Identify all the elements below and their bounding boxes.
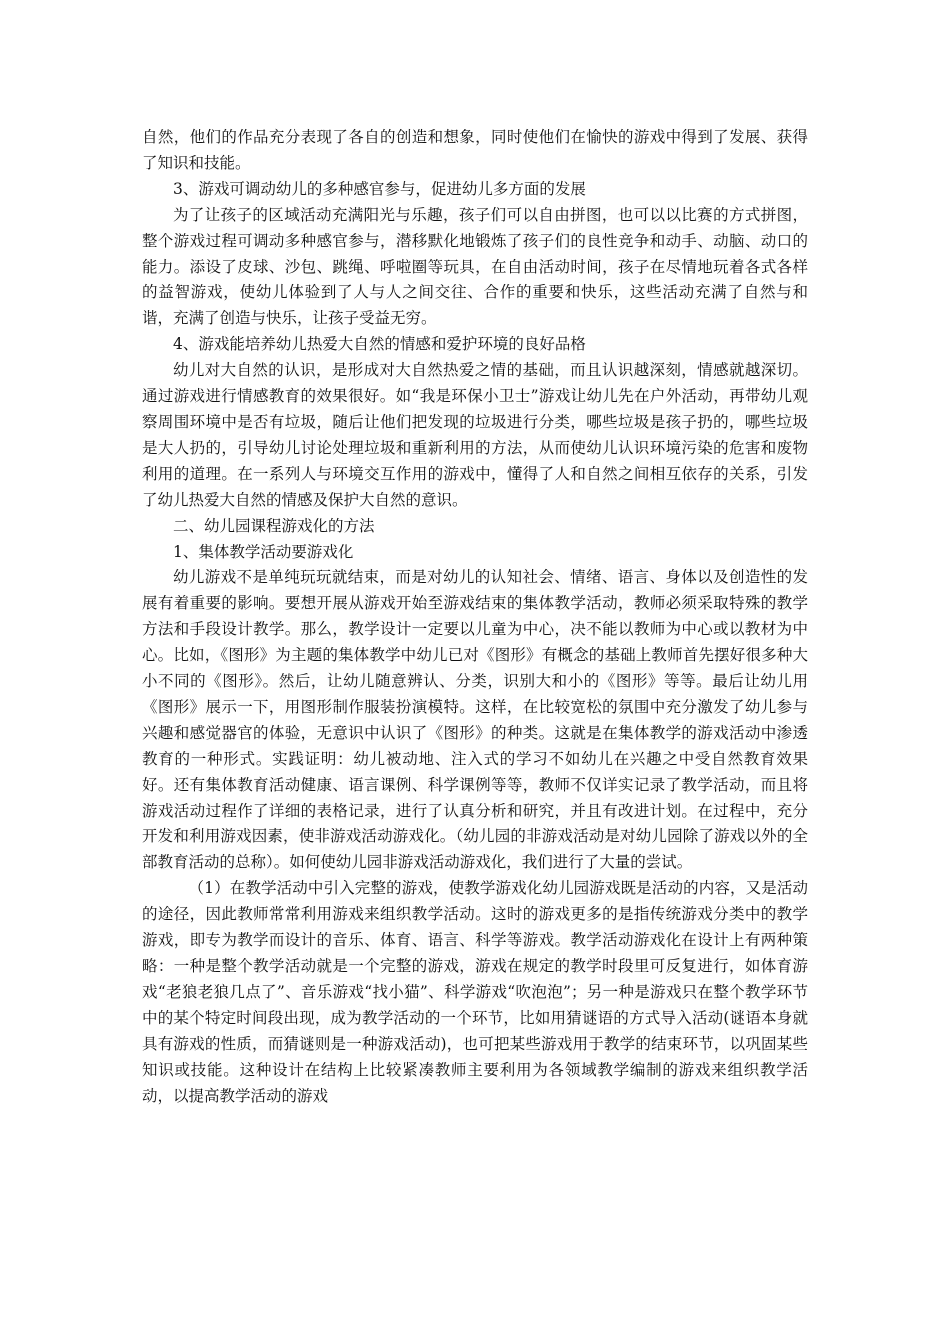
section-heading-3: 3、游戏可调动幼儿的多种感官参与，促进幼儿多方面的发展 — [173, 179, 586, 198]
document-page — [142, 125, 808, 1109]
paragraph-body: 幼儿对大自然的认识，是形成对大自然热爱之情的基础，而且认识越深刻，情感就越深切。通过游戏进行情感教育的效果很好。如“我是环保小卫士”游戏让幼儿先在户外活动，再带幼儿观察周围环境中是否有垃圾，随后让他们把发现的垃圾进行分类，哪些垃圾是孩子扔的，哪些垃圾是大人扔的，引导幼儿讨论处理垃圾和重新利用的方法，从而使幼儿认识环境污染的危害和废物利用的道理。在一系列人与环境交互作用的游戏中，懂得了人和自然之间相互依存的关系，引发了幼儿热爱大自然的情感及保护大自然的意识。 — [142, 361, 808, 509]
paragraph-body: 幼儿游戏不是单纯玩玩就结束，而是对幼儿的认知社会、情绪、语言、身体以及创造性的发展有着重要的影响。要想开展从游戏开始至游戏结束的集体教学活动，教师必须采取特殊的教学方法和手段设计教学。那么，教学设计一定要以儿童为中心，决不能以教师为中心或以教材为中心。比如，《图形》为主题的集体教学中幼儿已对《图形》有概念的基础上教师首先摆好很多种大小不同的《图形》。然后，让幼儿随意辨认、分类，识别大和小的《图形》等等。最后让幼儿用《图形》展示一下，用图形制作服装扮演模特。这样，在比较宽松的氛围中充分激发了幼儿参与兴趣和感觉器官的体验，无意识中认识了《图形》的种类。这就是在集体教学的游戏活动中渗透教育的一种形式。实践证明：幼儿被动地、注入式的学习不如幼儿在兴趣之中受自然教育效果好。还有集体教育活动健康、语言课例、科学课例等等，教师不仅详实记录了教学活动，而且将游戏活动过程作了详细的表格记录，进行了认真分析和研究，并且有改进计划。在过程中，充分开发和利用游戏因素，使非游戏活动游戏化。（幼儿园的非游戏活动是对幼儿园除了游戏以外的全部教育活动的总称）。如何使幼儿园非游戏活动游戏化，我们进行了大量的尝试。 — [142, 568, 808, 872]
chapter-heading-2: 二、幼儿园课程游戏化的方法 — [173, 516, 375, 535]
paragraph-continuation: 自然，他们的作品充分表现了各自的创造和想象，同时使他们在愉快的游戏中得到了发展、获得了知识和技能。 — [142, 128, 808, 172]
section-heading-1: 1、集体教学活动要游戏化 — [173, 542, 354, 561]
paragraph-body: （1）在教学活动中引入完整的游戏，使教学游戏化幼儿园游戏既是活动的内容，又是活动的途径，因此教师常常利用游戏来组织教学活动。这时的游戏更多的是指传统游戏分类中的教学游戏，即专为教学而设计的音乐、体育、语言、科学等游戏。教学活动游戏化在设计上有两种策略：一种是整个教学活动就是一个完整的游戏，游戏在规定的教学时段里可反复进行，如体育游戏“老狼老狼几点了”、音乐游戏“找小猫”、科学游戏“吹泡泡”；另一种是游戏只在整个教学环节中的某个特定时间段出现，成为教学活动的一个环节，比如用猜谜语的方式导入活动(谜语本身就具有游戏的性质，而猜谜则是一种游戏活动)，也可把某些游戏用于教学的结束环节，以巩固某些知识或技能。这种设计在结构上比较紧凑教师主要利用为各领域教学编制的游戏来组织教学活动，以提高教学活动的游戏 — [142, 879, 808, 1105]
section-heading-4: 4、游戏能培养幼儿热爱大自然的情感和爱护环境的良好品格 — [173, 335, 586, 354]
paragraph-body: 为了让孩子的区域活动充满阳光与乐趣，孩子们可以自由拼图，也可以以比赛的方式拼图，整个游戏过程可调动多种感官参与，潜移默化地锻炼了孩子们的良性竞争和动手、动脑、动口的能力。添设了皮球、沙包、跳绳、呼啦圈等玩具，在自由活动时间，孩子在尽情地玩着各式各样的益智游戏，使幼儿体验到了人与人之间交往、合作的重要和快乐，这些活动充满了自然与和谐，充满了创造与快乐，让孩子受益无穷。 — [142, 205, 808, 328]
